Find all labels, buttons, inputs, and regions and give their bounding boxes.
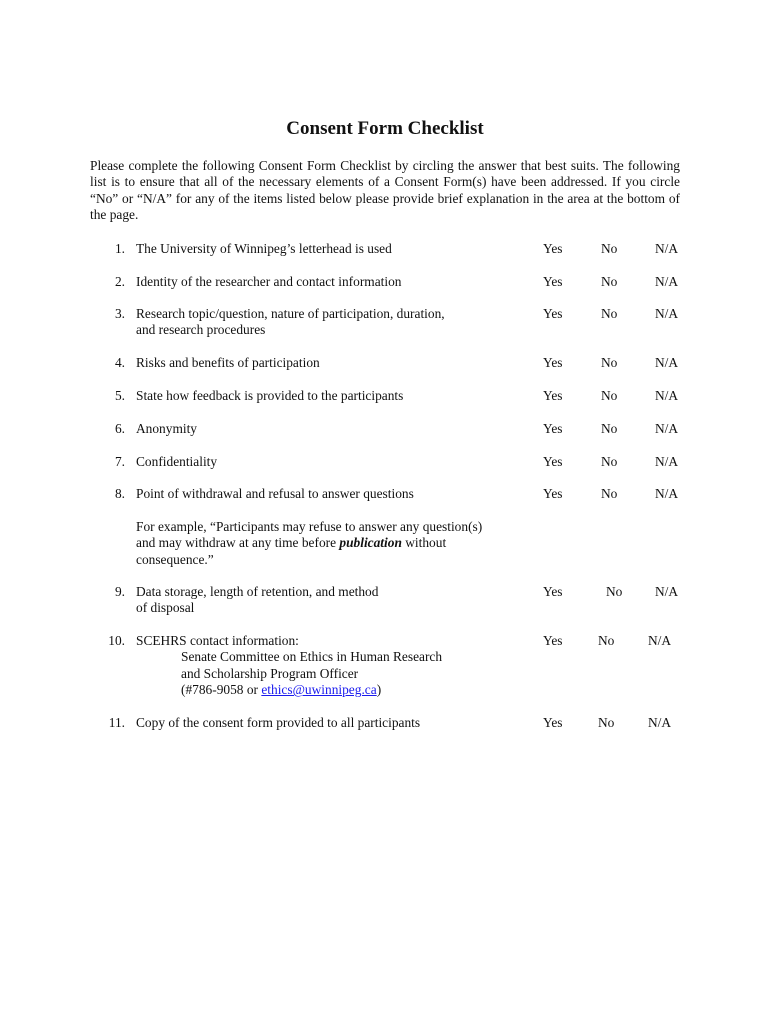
contact-text: (#786-9058 or	[181, 682, 262, 698]
option-no[interactable]: No	[601, 388, 618, 403]
option-yes[interactable]: Yes	[543, 388, 563, 403]
option-na[interactable]: N/A	[655, 584, 679, 599]
item-text-line: Copy of the consent form provided to all participants	[136, 715, 421, 730]
item-text-line: SCEHRS contact information:	[136, 633, 299, 648]
option-no[interactable]: No	[601, 306, 618, 321]
option-yes[interactable]: Yes	[543, 715, 563, 730]
item-number: 5.	[114, 388, 125, 403]
item-number: 2.	[114, 274, 125, 289]
option-yes[interactable]: Yes	[543, 454, 563, 469]
item-text-line: and research procedures	[136, 322, 266, 338]
item-text-line: State how feedback is provided to the participants	[136, 388, 404, 403]
item-text-line: Identity of the researcher and contact information	[136, 274, 402, 289]
item-number: 4.	[114, 355, 125, 370]
item-number: 1.	[114, 241, 125, 256]
contact-text: )	[376, 682, 382, 698]
item-text	[136, 274, 516, 290]
item-text	[136, 241, 516, 257]
example-note-line: For example, “Participants may refuse to answer any question(s)	[136, 519, 483, 534]
option-na[interactable]: N/A	[655, 388, 679, 403]
item-text-line: The University of Winnipeg’s letterhead is used	[136, 241, 392, 256]
item-text-line: Data storage, length of retention, and method	[136, 584, 379, 599]
option-no[interactable]: No	[598, 633, 615, 648]
option-na[interactable]: N/A	[655, 421, 679, 436]
item-text-line: and Scholarship Program Officer	[181, 665, 359, 681]
option-yes[interactable]: Yes	[543, 274, 563, 289]
option-no[interactable]: No	[601, 241, 618, 256]
option-no[interactable]: No	[606, 584, 623, 599]
item-number: 6.	[114, 421, 125, 436]
item-text	[136, 454, 516, 470]
item-text-line: Risks and benefits of participation	[136, 355, 320, 370]
option-no[interactable]: No	[601, 274, 618, 289]
item-text-line: Research topic/question, nature of participation, duration,	[136, 306, 445, 321]
intro-paragraph: Please complete the following Consent Form Checklist by circling the answer that best suits. The following list is to ensure that all of the necessary elements of a Consent Form(s) have been addressed. If you circle “No” or “N/A” for any of the items listed below please provide brief explanation in the area at the bottom of the page.	[90, 158, 680, 223]
option-na[interactable]: N/A	[655, 355, 679, 370]
item-text-line: of disposal	[136, 600, 195, 616]
option-na[interactable]: N/A	[655, 454, 679, 469]
item-text	[136, 355, 516, 371]
item-text-line: Senate Committee on Ethics in Human Research	[181, 649, 443, 665]
item-text	[136, 421, 516, 437]
item-text	[136, 486, 516, 502]
example-note-line: consequence.”	[136, 551, 214, 567]
option-na[interactable]: N/A	[655, 306, 679, 321]
item-text	[136, 633, 516, 699]
example-note-emphasis: publication	[339, 535, 402, 551]
item-number: 7.	[114, 454, 125, 469]
option-yes[interactable]: Yes	[543, 486, 563, 501]
example-note	[136, 519, 556, 568]
item-text	[136, 584, 516, 617]
option-no[interactable]: No	[601, 486, 618, 501]
item-text-line: Anonymity	[136, 421, 198, 436]
ethics-email-link[interactable]: ethics@uwinnipeg.ca	[261, 682, 377, 698]
option-no[interactable]: No	[598, 715, 615, 730]
item-number: 10.	[108, 633, 125, 648]
option-na[interactable]: N/A	[655, 274, 679, 289]
item-text-line: Point of withdrawal and refusal to answer questions	[136, 486, 414, 501]
item-number: 3.	[114, 306, 125, 321]
contact-line	[136, 682, 516, 698]
option-yes[interactable]: Yes	[543, 421, 563, 436]
option-na[interactable]: N/A	[655, 486, 679, 501]
example-note-text: and may withdraw at any time before	[136, 535, 340, 551]
item-number: 9.	[114, 584, 125, 599]
option-yes[interactable]: Yes	[543, 355, 563, 370]
item-text-line: Confidentiality	[136, 454, 218, 469]
item-text	[136, 388, 516, 404]
item-text	[136, 306, 516, 339]
option-na[interactable]: N/A	[648, 715, 672, 730]
item-text	[136, 715, 516, 731]
option-yes[interactable]: Yes	[543, 633, 563, 648]
example-note-text: without	[401, 535, 447, 551]
item-number: 11.	[108, 715, 125, 730]
option-yes[interactable]: Yes	[543, 241, 563, 256]
page-title: Consent Form Checklist	[286, 118, 484, 139]
option-no[interactable]: No	[601, 421, 618, 436]
option-na[interactable]: N/A	[648, 633, 672, 648]
item-number: 8.	[114, 486, 125, 501]
example-note-line	[136, 535, 556, 551]
option-yes[interactable]: Yes	[543, 306, 563, 321]
option-no[interactable]: No	[601, 355, 618, 370]
option-no[interactable]: No	[601, 454, 618, 469]
option-na[interactable]: N/A	[655, 241, 679, 256]
option-yes[interactable]: Yes	[543, 584, 563, 599]
